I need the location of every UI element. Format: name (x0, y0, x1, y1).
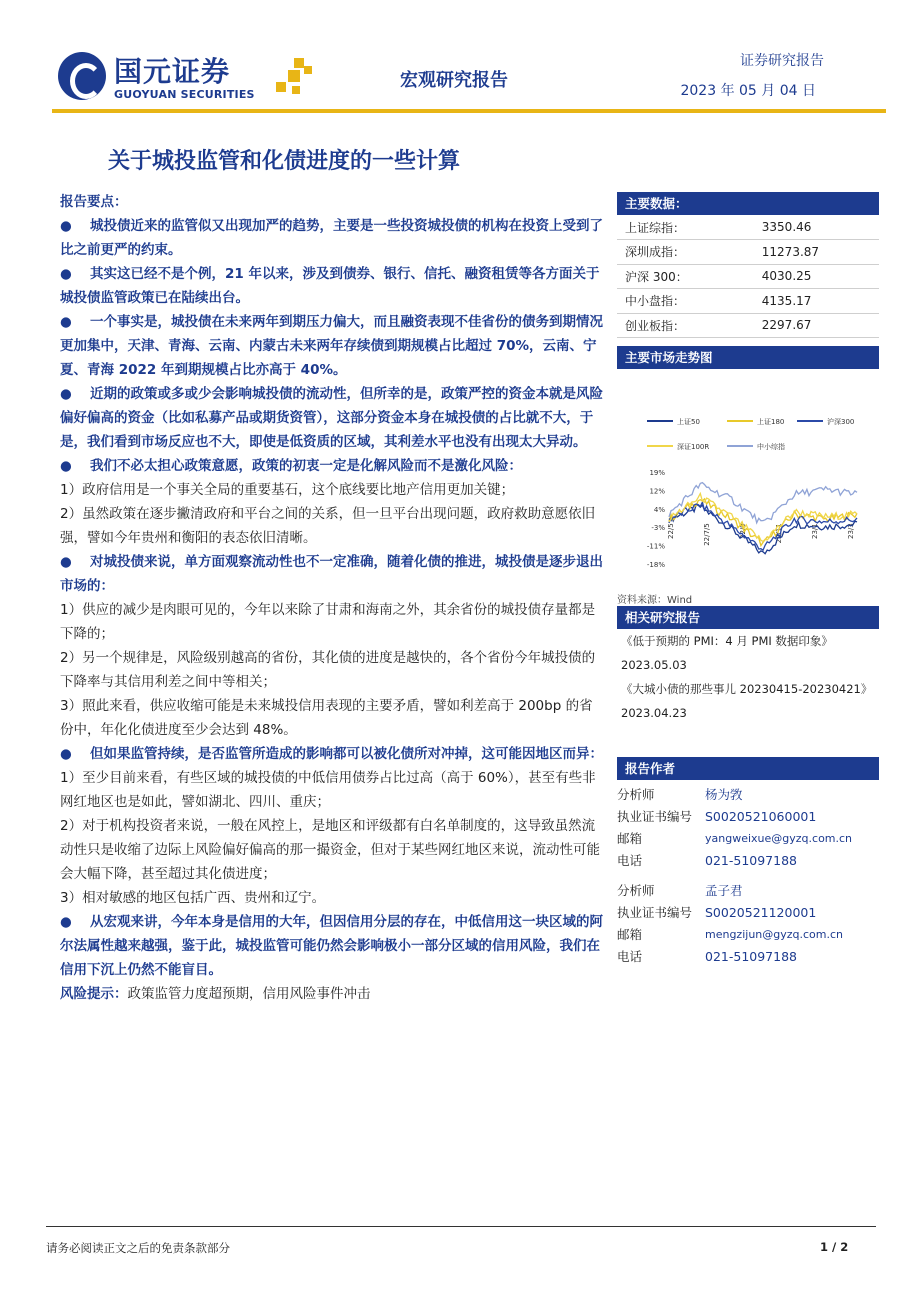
author-list (617, 784, 879, 968)
x-tick-label: 22/7/5 (703, 523, 711, 546)
table-row (617, 264, 879, 289)
bullet-4: ● 近期的政策或多或少会影响城投债的流动性，但所幸的是，政策严控的资金本就是风险偏好偏高的资金（比如私募产品或期货资管），这部分资金本身在城投债的占比就不大，于是，我们看到市场反应也不大，即使是低资质的区域，其利差水平也没有出现太大异动。 (60, 382, 605, 454)
author-row: 邮箱 mengzijun@gyzq.com.cn (617, 924, 879, 946)
bullet-8: ● 从宏观来讲，今年本身是信用的大年，但因信用分层的存在，中低信用这一块区域的阿尔法属性越来越强，鉴于此，城投监管可能仍然会影响极小一部分区域的信用风险，我们在信用下沉上仍然不能盲目。 (60, 910, 605, 982)
legend-label: 中小综指 (757, 443, 785, 451)
bullet-6-item-2: 2）另一个规律是，风险级别越高的省份，其化债的进度是越快的，各个省份今年城投债的下降率与其信用利差之间中等相关； (60, 650, 596, 690)
y-tick-label: -11% (646, 542, 665, 551)
index-value: 2297.67 (762, 313, 879, 338)
index-name: 创业板指： (617, 313, 762, 338)
research-list (617, 629, 879, 725)
authors-head: 报告作者 (617, 757, 879, 780)
table-row (617, 289, 879, 314)
market-trend-chart (617, 369, 879, 589)
x-tick-label: 23/1 (811, 523, 819, 539)
series-line (669, 494, 857, 542)
bullet-6-item-1: 1）供应的减少是肉眼可见的，今年以来除了甘肃和海南之外，其余省份的城投债存量都是下降的； (60, 602, 596, 642)
author-row: 电话 021-51097188 (617, 850, 879, 872)
analyst-phone: 021-51097188 (705, 949, 797, 964)
index-value: 11273.87 (762, 240, 879, 265)
author-row: 分析师 孟子君 (617, 880, 879, 902)
analyst-phone: 021-51097188 (705, 853, 797, 868)
market-trend-head: 主要市场走势图 (617, 346, 879, 369)
x-tick-label: 22/5 (667, 523, 675, 539)
bullet-dot-icon: ● (60, 386, 72, 402)
y-tick-label: -18% (646, 561, 665, 569)
bullet-5-item-1: 1）政府信用是一个事关全局的重要基石，这个底线要比地产信用更加关键； (60, 482, 515, 498)
x-tick-label: 22/9 (739, 523, 747, 539)
company-name-en: GUOYUAN SECURITIES (114, 88, 255, 101)
y-tick-label: 12% (649, 487, 665, 496)
logo-emblem-icon (58, 52, 106, 100)
bullet-dot-icon: ● (60, 554, 72, 570)
risk-label: 风险提示： (60, 986, 128, 1002)
index-name: 中小盘指： (617, 289, 762, 314)
author-row: 执业证书编号 S0020521060001 (617, 806, 879, 828)
main-data-panel (617, 192, 879, 338)
bullet-dot-icon: ● (60, 266, 72, 282)
author-row: 邮箱 yangweixue@gyzq.com.cn (617, 828, 879, 850)
research-date: 2023.04.23 (621, 706, 687, 720)
bullet-6-item-3: 3）照此来看，供应收缩可能是未来城投信用表现的主要矛盾，譬如利差高于 200bp 的省份中，年化化债进度至少会达到 48%。 (60, 698, 593, 738)
page-title: 关于城投监管和化债进度的一些计算 (108, 149, 461, 174)
index-value: 4135.17 (762, 289, 879, 314)
index-value: 4030.25 (762, 264, 879, 289)
report-kind: 证券研究报告 (740, 53, 824, 69)
analyst-name: 孟子君 (705, 883, 743, 898)
table-row (617, 313, 879, 338)
company-logo (58, 48, 318, 108)
index-name: 沪深 300： (617, 264, 762, 289)
y-tick-label: 4% (653, 505, 665, 514)
x-tick-label: 23/3 (847, 523, 855, 539)
research-date: 2023.05.03 (621, 658, 687, 672)
table-row (617, 240, 879, 265)
bullet-dot-icon: ● (60, 218, 72, 234)
header-divider (52, 109, 886, 113)
footer-disclaimer: 请务必阅读正文之后的免责条款部分 (46, 1241, 230, 1255)
index-name: 上证综指： (617, 215, 762, 240)
legend-label: 上证180 (757, 418, 785, 426)
author-row: 执业证书编号 S0020521120001 (617, 902, 879, 924)
author-row: 分析师 杨为敩 (617, 784, 879, 806)
y-tick-label: 19% (649, 469, 665, 477)
series-line (669, 505, 857, 554)
related-research-panel (617, 606, 879, 725)
index-name: 深圳成指： (617, 240, 762, 265)
risk-text: 政策监管力度超预期，信用风险事件冲击 (127, 986, 371, 1002)
trend-chart-svg (617, 369, 879, 584)
bullet-7: ● 但如果监管持续，是否监管所造成的影响都可以被化债所对冲掉，这可能因地区而异： (60, 742, 605, 766)
research-title[interactable]: 《低于预期的 PMI：4 月 PMI 数据印象》 (621, 634, 833, 648)
cert-number: S0020521120001 (705, 905, 817, 920)
bullet-dot-icon: ● (60, 314, 72, 330)
analyst-name: 杨为敩 (705, 787, 743, 802)
bullet-dot-icon: ● (60, 458, 72, 474)
x-tick-label: 22/11 (775, 523, 783, 544)
analyst-email[interactable]: yangweixue@gyzq.com.cn (705, 832, 853, 845)
risk-warning (60, 982, 605, 1006)
bullet-7-item-1: 1）至少目前来看，有些区域的城投债的中低信用债券占比过高（高于 60%），甚至有些非网红地区也是如此，譬如湖北、四川、重庆； (60, 770, 596, 810)
bullet-1: ● 城投债近来的监管似又出现加严的趋势，主要是一些投资城投债的机构在投资上受到了比之前更严的约束。 (60, 214, 605, 262)
research-title[interactable]: 《大城小债的那些事儿 20230415-20230421》 (621, 682, 873, 696)
legend-label: 沪深300 (827, 418, 855, 426)
chart-source: 资料来源：Wind (617, 595, 693, 606)
bullet-dot-icon: ● (60, 914, 72, 930)
table-row (617, 215, 879, 240)
key-points-label: 报告要点： (60, 194, 128, 210)
bullet-5-item-2: 2）虽然政策在逐步撇清政府和平台之间的关系，但一旦平台出现问题，政府救助意愿依旧强，譬如今年贵州和衡阳的表态依旧清晰。 (60, 506, 596, 546)
cert-number: S0020521060001 (705, 809, 817, 824)
bullet-dot-icon: ● (60, 746, 72, 762)
series-line (669, 499, 857, 546)
key-points (60, 190, 605, 1006)
bullet-7-item-3: 3）相对敏感的地区包括广西、贵州和辽宁。 (60, 890, 326, 906)
company-name-cn: 国元证券 (114, 55, 231, 88)
index-value: 3350.46 (762, 215, 879, 240)
authors-panel (617, 757, 879, 968)
logo-squares-icon (272, 56, 314, 100)
legend-label: 上证50 (677, 418, 700, 426)
report-date: 2023 年 05 月 04 日 (680, 83, 816, 99)
bullet-3: ● 一个事实是，城投债在未来两年到期压力偏大，而且融资表现不佳省份的债务到期情况更加集中，天津、青海、云南、内蒙古未来两年存续债到期规模占比超过 70%，云南、宁夏、青海 2022 年到期规模占比亦高于 40%。 (60, 310, 605, 382)
page-number: 1 / 2 (820, 1240, 849, 1254)
analyst-email[interactable]: mengzijun@gyzq.com.cn (705, 928, 844, 941)
bullet-5: ● 我们不必太担心政策意愿，政策的初衷一定是化解风险而不是激化风险： (60, 454, 605, 478)
author-row: 电话 021-51097188 (617, 946, 879, 968)
bullet-6: ● 对城投债来说，单方面观察流动性也不一定准确，随着化债的推进，城投债是逐步退出市场的： (60, 550, 605, 598)
legend-label: 深证100R (677, 443, 710, 451)
main-data-head: 主要数据： (617, 192, 879, 215)
y-tick-label: -3% (651, 524, 665, 533)
footer-divider (46, 1226, 876, 1227)
bullet-7-item-2: 2）对于机构投资者来说，一般在风控上，是地区和评级都有白名单制度的，这导致虽然流动性只是收缩了边际上风险偏好偏高的那一撮资金，但对于某些网红地区来说，流动性可能会大幅下降，甚至超过其化债进度； (60, 818, 600, 882)
related-research-head: 相关研究报告 (617, 606, 879, 629)
report-type: 宏观研究报告 (400, 70, 508, 91)
bullet-2: ● 其实这已经不是个例，21 年以来，涉及到债券、银行、信托、融资租赁等各方面关于城投债监管政策已在陆续出台。 (60, 262, 605, 310)
market-trend-panel (617, 346, 879, 606)
index-table (617, 215, 879, 338)
